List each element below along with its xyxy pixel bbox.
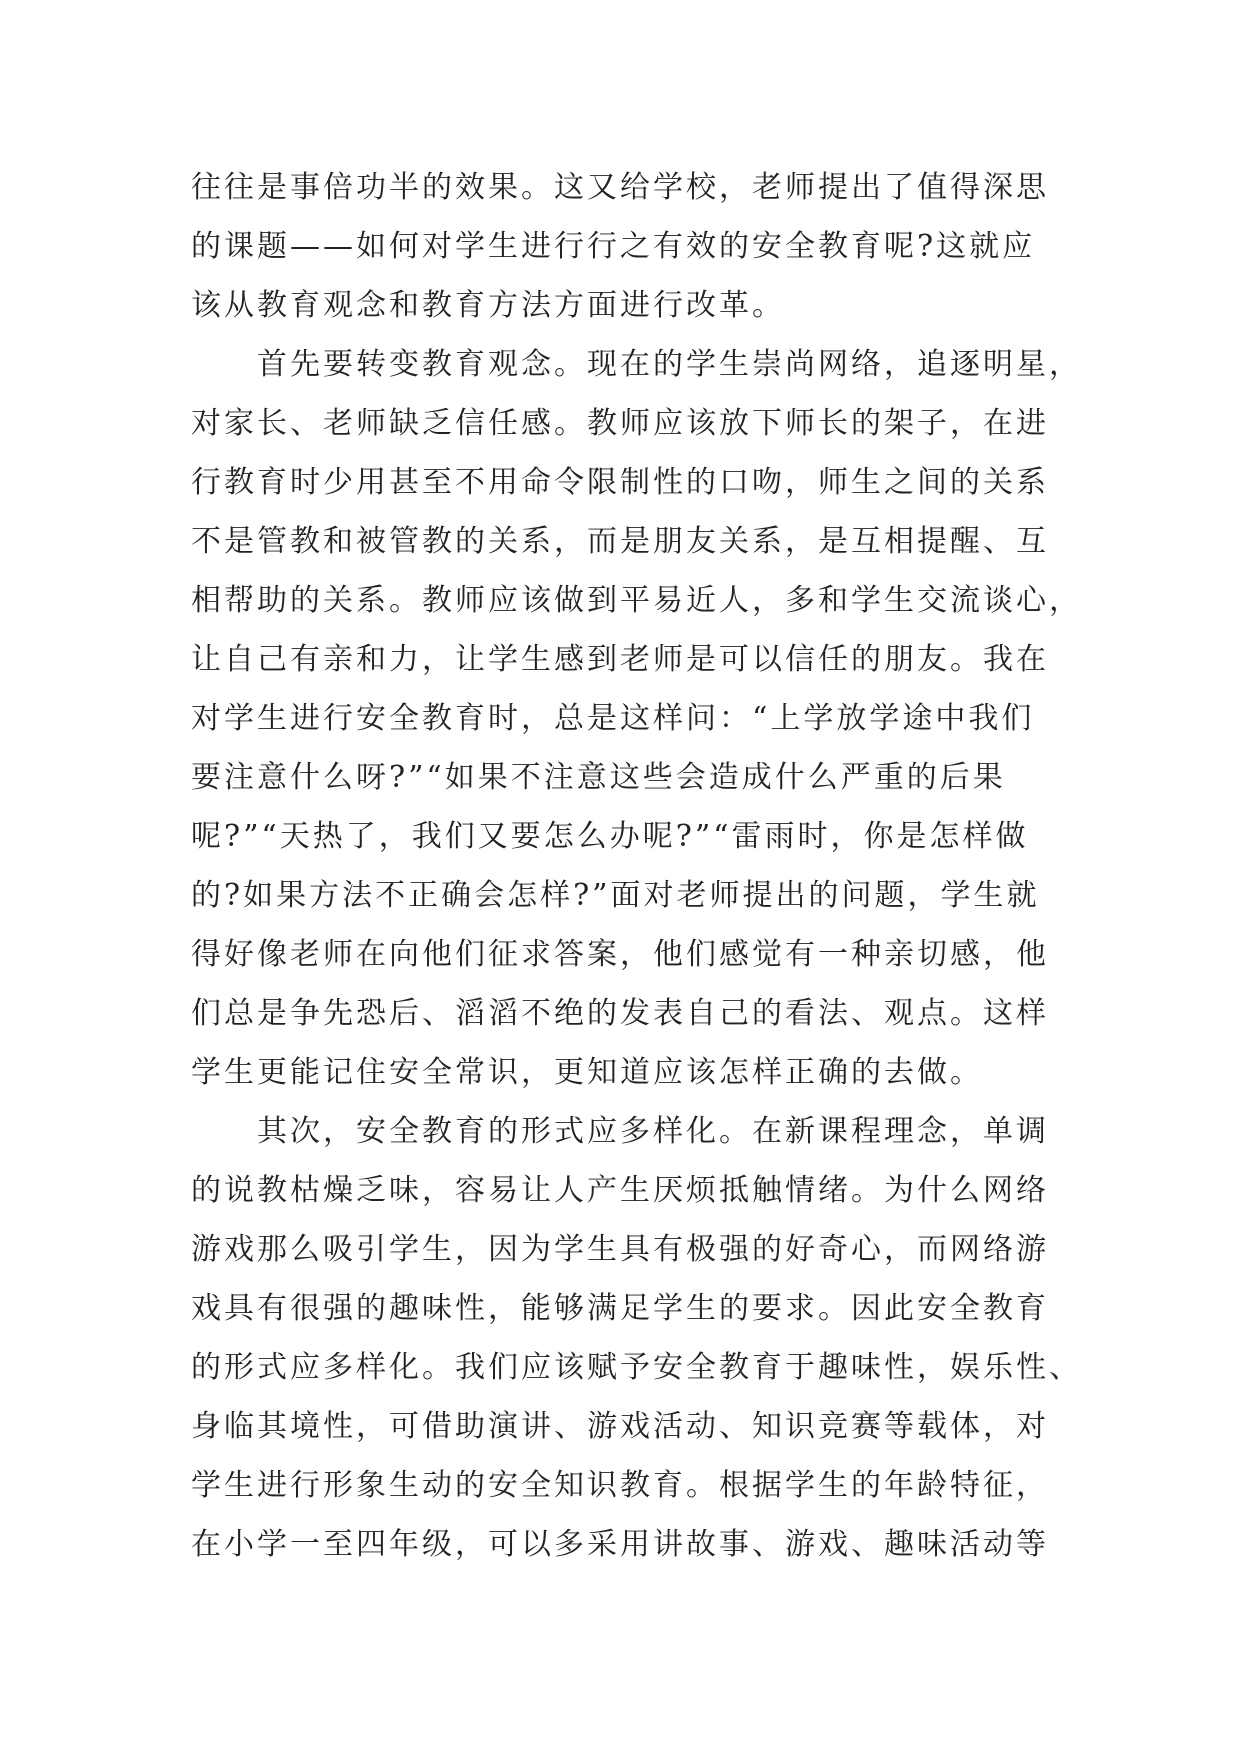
paragraph-first-line: 其次，安全教育的形式应多样化。在新课程理念，单调 xyxy=(257,1114,1049,1149)
body-text xyxy=(191,158,1082,1574)
text-line: 呢?”“天热了，我们又要怎么办呢?”“雷雨时，你是怎样做 xyxy=(191,819,1029,854)
text-line: 的说教枯燥乏味，容易让人产生厌烦抵触情绪。为什么网络 xyxy=(191,1173,1049,1208)
text-line: 学生进行形象生动的安全知识教育。根据学生的年龄特征， xyxy=(191,1468,1049,1503)
text-line: 要注意什么呀?”“如果不注意这些会造成什么严重的后果 xyxy=(191,760,1006,795)
text-line: 戏具有很强的趣味性，能够满足学生的要求。因此安全教育 xyxy=(191,1291,1049,1326)
text-line: 往往是事倍功半的效果。这又给学校，老师提出了值得深思 xyxy=(191,170,1049,205)
text-line: 该从教育观念和教育方法方面进行改革。 xyxy=(191,288,785,323)
text-line: 身临其境性，可借助演讲、游戏活动、知识竞赛等载体，对 xyxy=(191,1409,1049,1444)
text-line: 在小学一至四年级，可以多采用讲故事、游戏、趣味活动等 xyxy=(191,1527,1049,1562)
text-line: 游戏那么吸引学生，因为学生具有极强的好奇心，而网络游 xyxy=(191,1232,1049,1267)
paragraph-first-line: 首先要转变教育观念。现在的学生崇尚网络，追逐明星， xyxy=(257,347,1082,382)
text-line: 对家长、老师缺乏信任感。教师应该放下师长的架子，在进 xyxy=(191,406,1049,441)
text-line: 的?如果方法不正确会怎样?”面对老师提出的问题，学生就 xyxy=(191,878,1040,913)
text-line: 的形式应多样化。我们应该赋予安全教育于趣味性，娱乐性、 xyxy=(191,1350,1082,1385)
text-line: 们总是争先恐后、滔滔不绝的发表自己的看法、观点。这样 xyxy=(191,996,1049,1031)
text-line: 不是管教和被管教的关系，而是朋友关系，是互相提醒、互 xyxy=(191,524,1049,559)
text-line: 得好像老师在向他们征求答案，他们感觉有一种亲切感，他 xyxy=(191,937,1049,972)
text-line: 对学生进行安全教育时，总是这样问：“上学放学途中我们 xyxy=(191,701,1035,736)
text-line: 让自己有亲和力，让学生感到老师是可以信任的朋友。我在 xyxy=(191,642,1049,677)
text-line: 相帮助的关系。教师应该做到平易近人，多和学生交流谈心， xyxy=(191,583,1082,618)
text-line: 的课题——如何对学生进行行之有效的安全教育呢?这就应 xyxy=(191,229,1036,264)
text-line: 行教育时少用甚至不用命令限制性的口吻，师生之间的关系 xyxy=(191,465,1049,500)
text-line: 学生更能记住安全常识，更知道应该怎样正确的去做。 xyxy=(191,1055,983,1090)
